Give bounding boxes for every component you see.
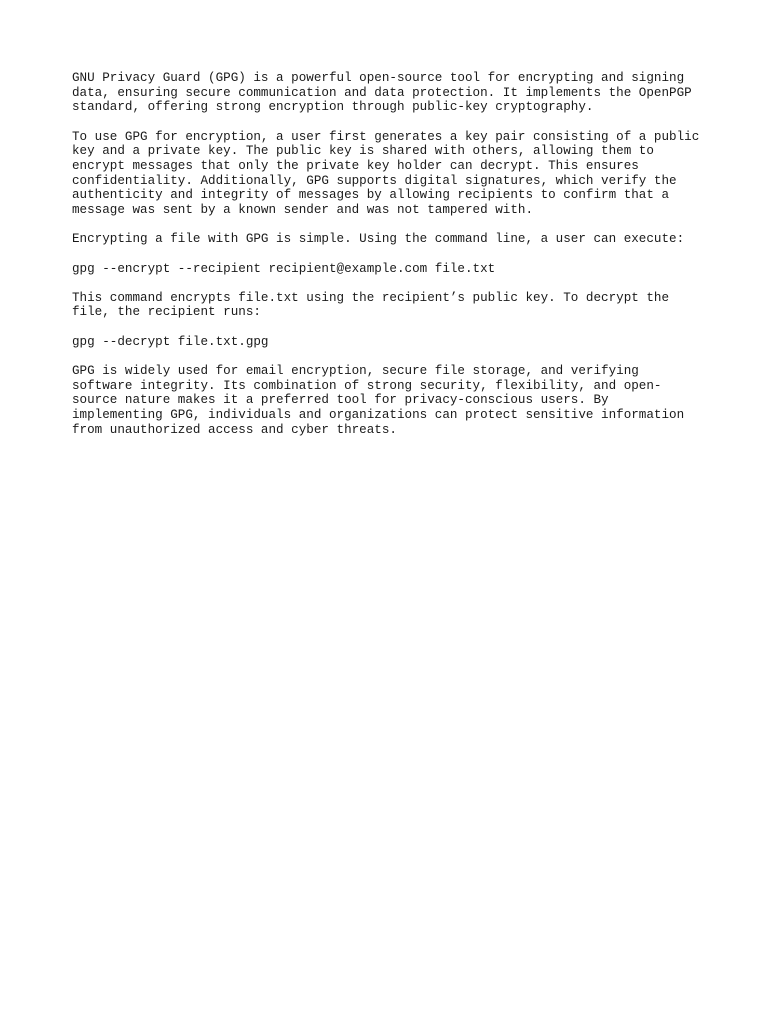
- text-line: GPG is widely used for email encryption, secure file storage, and verifying: [72, 363, 639, 378]
- paragraph-decrypt: [72, 291, 712, 320]
- paragraph-encrypting: [72, 232, 712, 247]
- text-line: confidentiality. Additionally, GPG supports digital signatures, which verify the: [72, 173, 677, 188]
- text-line: This command encrypts file.txt using the recipient’s public key. To decrypt the: [72, 290, 670, 305]
- paragraph-final: [72, 364, 712, 438]
- text-line: source nature makes it a preferred tool for privacy-conscious users. By: [72, 393, 609, 408]
- text-line: file, the recipient runs:: [72, 305, 261, 320]
- text-line: encrypt messages that only the private key holder can decrypt. This ensures: [72, 159, 639, 174]
- text-line: Encrypting a file with GPG is simple. Using the command line, a user can execute:: [72, 232, 685, 247]
- text-line: authenticity and integrity of messages by allowing recipients to confirm that a: [72, 188, 670, 203]
- text-line: GNU Privacy Guard (GPG) is a powerful open-source tool for encrypting and signing: [72, 71, 685, 85]
- text-line: key and a private key. The public key is shared with others, allowing them to: [72, 144, 654, 159]
- text-line: from unauthorized access and cyber threats.: [72, 422, 397, 437]
- text-line: data, ensuring secure communication and data protection. It implements the OpenPGP: [72, 85, 692, 100]
- command-encrypt: gpg --encrypt --recipient recipient@example.com file.txt: [72, 261, 496, 276]
- text-line: To use GPG for encryption, a user first generates a key pair consisting of a public: [72, 129, 700, 144]
- text-line: message was sent by a known sender and was not tampered with.: [72, 203, 534, 218]
- text-line: software integrity. Its combination of strong security, flexibility, and open-: [72, 378, 662, 393]
- text-line: standard, offering strong encryption through public-key cryptography.: [72, 100, 594, 115]
- paragraph-key-pair: [72, 130, 712, 218]
- document-page: [72, 71, 712, 452]
- command-decrypt: gpg --decrypt file.txt.gpg: [72, 334, 269, 349]
- paragraph-intro: [72, 71, 712, 115]
- text-line: implementing GPG, individuals and organizations can protect sensitive information: [72, 407, 685, 422]
